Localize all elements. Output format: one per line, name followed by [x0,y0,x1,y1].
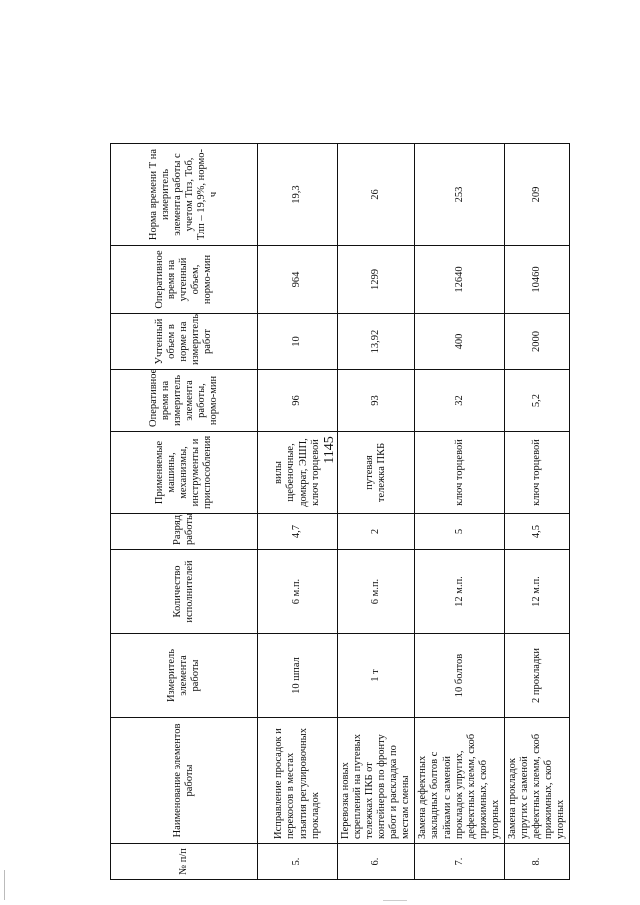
page-number: 1145 [322,436,337,464]
cell-op-time: 5,2 [504,370,569,432]
cell-workers: 12 м.п. [415,550,504,634]
cell-unit: 1 т [338,634,415,718]
cell-num: 7. [415,844,504,880]
cell-op-time-volume: 964 [258,246,338,314]
cell-unit: 2 прокладки [504,634,569,718]
table-row [415,144,504,880]
cell-op-time-volume: 1299 [338,246,415,314]
table-row [338,144,415,880]
cell-name: Замена прокладок упругих с заменой дефектных клемм, скоб прижимных, скоб упорных [504,718,569,844]
cell-workers: 6 м.п. [338,550,415,634]
cell-workers: 6 м.п. [258,550,338,634]
cell-volume: 2000 [504,314,569,370]
header-grade: Разряд работы [111,514,258,550]
cell-grade: 4,7 [258,514,338,550]
cell-grade: 2 [338,514,415,550]
table-header-row [111,144,258,880]
cell-num: 5. [258,844,338,880]
cell-name: Замена дефектных закладных болтов с гайками с заменой прокладок упругих, дефектных клемм, скоб прижимных, скоб упорных [415,718,504,844]
header-tools: Применяемые машины, механизмы, инструменты и приспособления [111,432,258,514]
cell-grade: 5 [415,514,504,550]
cell-grade: 4,5 [504,514,569,550]
header-num: № п/п [111,844,258,880]
cell-op-time: 93 [338,370,415,432]
cell-volume: 400 [415,314,504,370]
work-elements-table [110,143,570,880]
rotated-table-container [110,144,567,880]
cell-unit: 10 болтов [415,634,504,718]
cell-workers: 12 м.п. [504,550,569,634]
scan-edge-mark [4,870,5,900]
header-workers: Количество исполнителей [111,550,258,634]
cell-op-time: 32 [415,370,504,432]
table-row [504,144,569,880]
header-name: Наименование элементов работы [111,718,258,844]
cell-name: Перевозка новых скреплений на путевых тележках ПКБ от контейнеров по фронту работ и раскладка по местам смены [338,718,415,844]
header-norm: Норма времени Т на измеритель элемента работы с учетом Тпз, Тоб, Тлп – 19,9%, нормо-ч [111,144,258,246]
cell-tools: вилы щебеночные, домкрат, ЭШП, ключ торцевой [258,432,338,514]
cell-tools: путевая тележка ПКБ [338,432,415,514]
cell-unit: 10 шпал [258,634,338,718]
cell-num: 8. [504,844,569,880]
header-op-time: Оперативное время на измеритель элемента работы, нормо-мин [111,370,258,432]
cell-num: 6. [338,844,415,880]
cell-volume: 10 [258,314,338,370]
header-volume: Учтенный объем в норме на измеритель работ [111,314,258,370]
cell-op-time: 96 [258,370,338,432]
cell-norm: 19,3 [258,144,338,246]
cell-op-time-volume: 12640 [415,246,504,314]
cell-op-time-volume: 10460 [504,246,569,314]
cell-norm: 253 [415,144,504,246]
cell-name: Исправление просадок и перекосов в местах изъятия регулировочных прокладок [258,718,338,844]
header-op-time-volume: Оперативное время на учтенный объем, нормо-мин [111,246,258,314]
cell-tools: ключ торцевой [504,432,569,514]
cell-tools: ключ торцевой [415,432,504,514]
header-unit: Измеритель элемента работы [111,634,258,718]
cell-norm: 209 [504,144,569,246]
table-row [258,144,338,880]
cell-volume: 13,92 [338,314,415,370]
bottom-edge-mark [383,900,407,901]
cell-norm: 26 [338,144,415,246]
